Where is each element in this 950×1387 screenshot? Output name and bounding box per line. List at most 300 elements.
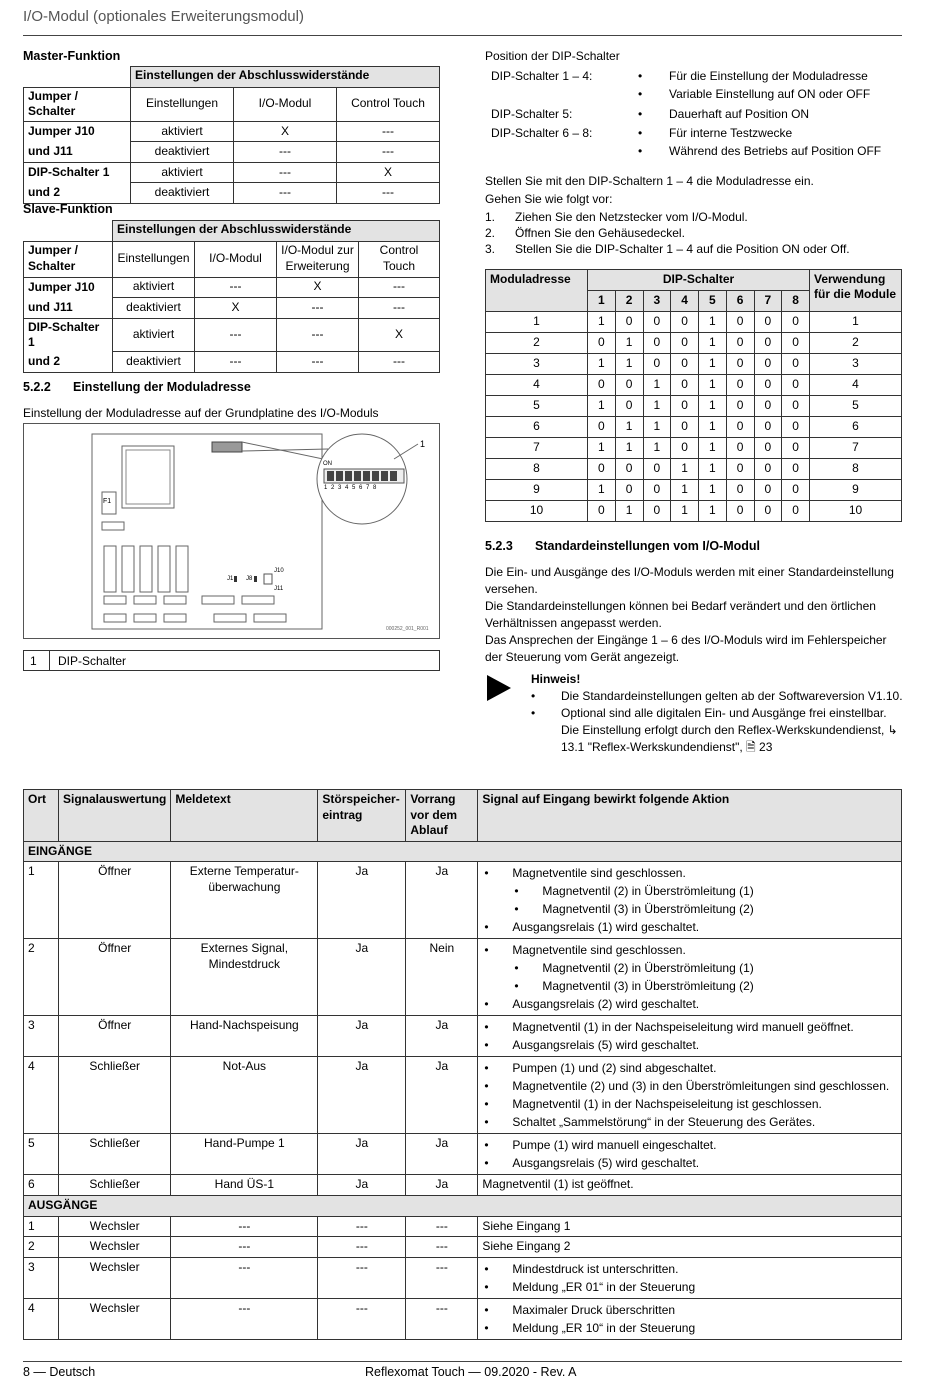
action-item: • Pumpe (1) wird manuell eingeschaltet. — [482, 1136, 897, 1154]
dip-cell: 0 — [615, 375, 643, 396]
dip-row — [486, 333, 902, 354]
inputs-section-label: EINGÄNGE — [24, 841, 902, 862]
dip-cell: 1 — [643, 438, 671, 459]
slave-cell: --- — [195, 318, 277, 352]
signal-cell-action — [478, 1016, 902, 1057]
dip-cell: 0 — [726, 501, 754, 522]
signal-cell-msg: Hand-Nachspeisung — [171, 1016, 318, 1057]
signal-cell-mem: --- — [318, 1237, 406, 1258]
step-text: Stellen Sie die DIP-Schalter 1 – 4 auf die Position ON oder Off. — [515, 242, 850, 256]
action-item: • Magnetventil (3) in Überströmleitung (2) — [482, 977, 897, 995]
signal-cell-eval: Schließer — [59, 1134, 171, 1175]
header-rule — [23, 35, 902, 36]
signal-cell-prio: --- — [406, 1216, 478, 1237]
dip-cell: 0 — [782, 459, 810, 480]
signal-cell-ort: 1 — [24, 1216, 59, 1237]
dip-cell: 0 — [754, 375, 782, 396]
slave-cell: deaktiviert — [113, 298, 195, 319]
signal-cell-eval: Öffner — [59, 1016, 171, 1057]
master-table — [23, 66, 440, 204]
section-523-number: 5.2.3 — [485, 539, 513, 553]
dip-row — [486, 354, 902, 375]
signal-cell-prio: Ja — [406, 1134, 478, 1175]
slave-col-header: Jumper / Schalter — [24, 241, 113, 277]
dip-cell: 0 — [726, 333, 754, 354]
signal-cell-ort: 6 — [24, 1175, 59, 1196]
note-item: • Optional sind alle digitalen Ein- und Ausgänge frei einstellbar. Die Einstellung erfolgt durch den Reflex-Werkskundendienst, ↳ 13.1 "Reflex-Werkskundendienst", 🗎 23 — [531, 706, 898, 754]
dip-cell: 1 — [615, 501, 643, 522]
dip-cell: 0 — [671, 354, 699, 375]
dip-cell: 0 — [782, 396, 810, 417]
signal-cell-prio: --- — [406, 1257, 478, 1298]
master-row-label: und 2 — [24, 183, 131, 204]
position-label: DIP-Schalter 6 – 8: — [491, 126, 593, 140]
signal-cell-prio: --- — [406, 1237, 478, 1258]
dip-cell: 0 — [615, 480, 643, 501]
slave-row-label: und J11 — [24, 298, 113, 319]
master-group-header: Einstellungen der Abschlusswiderstände — [131, 67, 440, 88]
dip-cell: 0 — [588, 375, 616, 396]
signal-cell-eval: Wechsler — [59, 1216, 171, 1237]
master-col-header: Einstellungen — [131, 87, 234, 121]
action-item: • Maximaler Druck überschritten — [482, 1301, 897, 1319]
action-item: • Magnetventile sind geschlossen. — [482, 864, 897, 882]
outputs-section-label: AUSGÄNGE — [24, 1195, 902, 1216]
dip-cell: 0 — [726, 459, 754, 480]
dip-cell: 1 — [699, 375, 727, 396]
action-item: • Ausgangsrelais (2) wird geschaltet. — [482, 995, 897, 1013]
paragraph: Die Ein- und Ausgänge des I/O-Moduls werden mit einer Standardeinstellung versehen. — [485, 565, 894, 596]
paragraph: Das Ansprechen der Eingänge 1 – 6 des I/O-Moduls wird im Fehlerspeicher der Steuerung vom Gerät angezeigt. — [485, 633, 887, 664]
dip-cell: 8 — [810, 459, 902, 480]
signals-col-header: Störspeicher-eintrag — [318, 790, 406, 842]
dip-cell: 0 — [671, 375, 699, 396]
dip-col-address: Moduladresse — [486, 270, 588, 312]
slave-cell: --- — [359, 352, 440, 373]
signal-cell-mem: --- — [318, 1216, 406, 1237]
dip-cell: 0 — [671, 438, 699, 459]
signal-cell-prio: Ja — [406, 1016, 478, 1057]
signal-cell-ort: 4 — [24, 1057, 59, 1134]
step-text: Ziehen Sie den Netzstecker vom I/O-Modul. — [515, 210, 748, 224]
dip-cell: 0 — [782, 354, 810, 375]
dip-cell: 1 — [588, 438, 616, 459]
signal-cell-ort: 3 — [24, 1016, 59, 1057]
dip-cell: 1 — [699, 480, 727, 501]
signal-cell-ort: 5 — [24, 1134, 59, 1175]
signal-cell-eval: Wechsler — [59, 1237, 171, 1258]
position-item: Für interne Testzwecke — [669, 126, 793, 140]
dip-cell: 7 — [486, 438, 588, 459]
note-arrow-icon — [487, 675, 511, 701]
dip-table-body — [486, 312, 902, 522]
master-cell: --- — [234, 183, 337, 204]
signal-row — [24, 1134, 902, 1175]
signals-col-header: Ort — [24, 790, 59, 842]
master-col-header: Control Touch — [337, 87, 440, 121]
master-col-header: Jumper / Schalter — [24, 87, 131, 121]
dip-row — [486, 459, 902, 480]
signal-cell-eval: Wechsler — [59, 1257, 171, 1298]
master-cell: deaktiviert — [131, 142, 234, 163]
slave-cell: --- — [359, 298, 440, 319]
j1-label: J1 — [227, 576, 234, 582]
dip-cell: 0 — [643, 312, 671, 333]
dip-cell: 1 — [615, 417, 643, 438]
slave-col-header: Einstellungen — [113, 241, 195, 277]
signal-cell-action: Siehe Eingang 2 — [478, 1237, 902, 1258]
signal-cell-eval: Schließer — [59, 1175, 171, 1196]
dip-cell: 0 — [615, 396, 643, 417]
dip-cell: 8 — [486, 459, 588, 480]
dip-switch-number: 4 — [671, 291, 699, 312]
action-item: • Schaltet „Sammelstörung“ in der Steuerung des Gerätes. — [482, 1113, 897, 1131]
dip-cell: 6 — [810, 417, 902, 438]
dip-cell: 1 — [699, 501, 727, 522]
slave-cell: X — [359, 318, 440, 352]
master-cell: --- — [337, 183, 440, 204]
fuse-label: F1 — [103, 498, 112, 505]
slave-col-header: I/O-Modul — [195, 241, 277, 277]
dip-cell: 1 — [810, 312, 902, 333]
dip-switch-number: 2 — [615, 291, 643, 312]
dip-cell: 0 — [615, 312, 643, 333]
dip-switch-number: 6 — [726, 291, 754, 312]
slave-row-label: Jumper J10 — [24, 277, 113, 298]
action-item: • Magnetventil (1) in der Nachspeiseleitung ist geschlossen. — [482, 1095, 897, 1113]
slave-cell: --- — [277, 352, 359, 373]
dip-number-labels: 1 2 3 4 5 6 7 8 — [324, 485, 378, 491]
signal-cell-msg: Hand-Pumpe 1 — [171, 1134, 318, 1175]
signal-cell-msg: --- — [171, 1257, 318, 1298]
dip-cell: 0 — [754, 354, 782, 375]
dip-row — [486, 438, 902, 459]
dip-row — [486, 480, 902, 501]
dip-cell: 1 — [588, 312, 616, 333]
j10-label: J10 — [274, 568, 284, 574]
dip-cell: 0 — [754, 333, 782, 354]
signal-cell-msg: --- — [171, 1298, 318, 1339]
signal-cell-action: Magnetventil (1) ist geöffnet. — [478, 1175, 902, 1196]
dip-address-table — [485, 269, 902, 522]
dip-cell: 3 — [810, 354, 902, 375]
dip-cell: 0 — [754, 417, 782, 438]
signals-col-header: Meldetext — [171, 790, 318, 842]
action-item: • Magnetventil (2) in Überströmleitung (1) — [482, 959, 897, 977]
note-title: Hinweis! — [531, 672, 581, 686]
signal-row — [24, 1175, 902, 1196]
position-item: Variable Einstellung auf ON oder OFF — [669, 87, 871, 101]
dip-cell: 1 — [643, 375, 671, 396]
signal-cell-mem: Ja — [318, 1016, 406, 1057]
signal-cell-mem: --- — [318, 1298, 406, 1339]
footer-page: 8 — Deutsch — [23, 1365, 96, 1379]
dip-cell: 5 — [810, 396, 902, 417]
slave-cell: --- — [277, 298, 359, 319]
dip-cell: 0 — [782, 333, 810, 354]
master-cell: X — [234, 121, 337, 142]
dip-cell: 0 — [643, 480, 671, 501]
signal-cell-msg: Hand ÜS-1 — [171, 1175, 318, 1196]
signal-cell-mem: Ja — [318, 1134, 406, 1175]
signal-row — [24, 1216, 902, 1237]
paragraph: Die Standardeinstellungen können bei Bedarf verändert und den örtlichen Verhältnissen angepasst werden. — [485, 599, 876, 630]
dip-cell: 0 — [754, 438, 782, 459]
slave-cell: --- — [277, 318, 359, 352]
figure-callout: 1 — [420, 439, 426, 449]
dip-col-switches: DIP-Schalter — [588, 270, 810, 291]
signal-cell-prio: Ja — [406, 862, 478, 939]
circuit-board-figure — [23, 423, 440, 639]
dip-cell: 10 — [486, 501, 588, 522]
action-item: • Magnetventil (2) in Überströmleitung (1) — [482, 882, 897, 900]
dip-cell: 0 — [643, 333, 671, 354]
dip-cell: 0 — [671, 312, 699, 333]
dip-cell: 1 — [671, 480, 699, 501]
dip-cell: 7 — [810, 438, 902, 459]
dip-cell: 0 — [726, 396, 754, 417]
dip-switch-number: 8 — [782, 291, 810, 312]
slave-cell: --- — [359, 277, 440, 298]
position-item: Während des Betriebs auf Position OFF — [669, 144, 882, 158]
dip-cell: 0 — [754, 501, 782, 522]
action-item: • Pumpen (1) und (2) sind abgeschaltet. — [482, 1059, 897, 1077]
dip-switch-number: 7 — [754, 291, 782, 312]
action-item: • Ausgangsrelais (5) wird geschaltet. — [482, 1036, 897, 1054]
step-number: 1. — [485, 210, 496, 224]
slave-row-label: DIP-Schalter 1 — [24, 318, 113, 352]
signal-cell-prio: Ja — [406, 1057, 478, 1134]
dip-cell: 0 — [726, 480, 754, 501]
action-item: • Magnetventil (1) in der Nachspeiseleitung wird manuell geöffnet. — [482, 1018, 897, 1036]
positions-heading: Position der DIP-Schalter — [485, 49, 620, 63]
slave-cell: --- — [195, 277, 277, 298]
dip-cell: 1 — [643, 417, 671, 438]
position-item: Für die Einstellung der Moduladresse — [669, 69, 868, 83]
signal-cell-msg: --- — [171, 1237, 318, 1258]
signal-cell-msg: Externes Signal, Mindestdruck — [171, 939, 318, 1016]
dip-cell: 1 — [699, 354, 727, 375]
dip-cell: 0 — [782, 480, 810, 501]
dip-cell: 0 — [588, 417, 616, 438]
note-item: • Die Standardeinstellungen gelten ab der Softwareversion V1.10. — [531, 689, 903, 703]
dip-cell: 0 — [726, 312, 754, 333]
signals-table — [23, 789, 902, 1340]
master-row-label: und J11 — [24, 142, 131, 163]
dip-cell: 0 — [782, 501, 810, 522]
master-col-header: I/O-Modul — [234, 87, 337, 121]
master-cell: deaktiviert — [131, 183, 234, 204]
figure-caption: Einstellung der Moduladresse auf der Grundplatine des I/O-Moduls — [23, 406, 379, 420]
dip-cell: 0 — [754, 396, 782, 417]
dip-cell: 1 — [671, 459, 699, 480]
dip-cell: 9 — [810, 480, 902, 501]
dip-row — [486, 396, 902, 417]
dip-row — [486, 375, 902, 396]
slave-group-header: Einstellungen der Abschlusswiderstände — [113, 221, 440, 242]
dip-cell: 0 — [726, 417, 754, 438]
master-row-label: Jumper J10 — [24, 121, 131, 142]
page-header-title: I/O-Modul (optionales Erweiterungsmodul) — [23, 8, 304, 25]
dip-cell: 0 — [726, 375, 754, 396]
dip-cell: 2 — [810, 333, 902, 354]
dip-cell: 1 — [699, 417, 727, 438]
dip-cell: 1 — [699, 396, 727, 417]
dip-cell: 1 — [588, 480, 616, 501]
j11-label: J11 — [274, 586, 284, 592]
footer-rule — [23, 1361, 902, 1362]
master-heading: Master-Funktion — [23, 49, 121, 63]
dip-cell: 0 — [726, 438, 754, 459]
dip-cell: 1 — [699, 459, 727, 480]
dip-cell: 0 — [671, 333, 699, 354]
dip-row — [486, 501, 902, 522]
position-label: DIP-Schalter 5: — [491, 107, 573, 121]
master-cell: --- — [337, 121, 440, 142]
action-item: • Meldung „ER 10“ in der Steuerung — [482, 1319, 897, 1337]
position-item: Dauerhaft auf Position ON — [669, 107, 810, 121]
dip-cell: 1 — [671, 501, 699, 522]
action-item: • Magnetventile (2) und (3) in den Überströmleitungen sind geschlossen. — [482, 1077, 897, 1095]
dip-cell: 0 — [671, 396, 699, 417]
dip-cell: 10 — [810, 501, 902, 522]
dip-cell: 1 — [588, 396, 616, 417]
dip-cell: 0 — [754, 459, 782, 480]
dip-cell: 2 — [486, 333, 588, 354]
dip-row — [486, 312, 902, 333]
signal-row — [24, 1237, 902, 1258]
dip-cell: 1 — [588, 354, 616, 375]
slave-table — [23, 220, 440, 373]
signal-row — [24, 1016, 902, 1057]
action-item: • Magnetventile sind geschlossen. — [482, 941, 897, 959]
signal-cell-mem: Ja — [318, 1057, 406, 1134]
signal-cell-ort: 2 — [24, 939, 59, 1016]
legend-text: DIP-Schalter — [58, 654, 127, 668]
signal-cell-eval: Öffner — [59, 939, 171, 1016]
slave-row-label: und 2 — [24, 352, 113, 373]
step-number: 2. — [485, 226, 496, 240]
signal-cell-eval: Wechsler — [59, 1298, 171, 1339]
signal-cell-ort: 3 — [24, 1257, 59, 1298]
master-cell: --- — [234, 162, 337, 183]
note-list — [531, 688, 903, 756]
signal-cell-prio: Nein — [406, 939, 478, 1016]
dip-switch-number: 5 — [699, 291, 727, 312]
master-cell: --- — [234, 142, 337, 163]
dip-cell: 4 — [810, 375, 902, 396]
signal-cell-ort: 4 — [24, 1298, 59, 1339]
signal-cell-msg: Externe Temperatur-überwachung — [171, 862, 318, 939]
dip-cell: 0 — [754, 312, 782, 333]
dip-cell: 1 — [699, 312, 727, 333]
signal-cell-mem: Ja — [318, 939, 406, 1016]
signal-cell-msg: --- — [171, 1216, 318, 1237]
action-item: • Magnetventil (3) in Überströmleitung (2) — [482, 900, 897, 918]
slave-cell: deaktiviert — [113, 352, 195, 373]
action-item: • Meldung „ER 01“ in der Steuerung — [482, 1278, 897, 1296]
signal-cell-action — [478, 1298, 902, 1339]
signals-col-header: Signalauswertung — [59, 790, 171, 842]
dip-cell: 1 — [486, 312, 588, 333]
position-label: DIP-Schalter 1 – 4: — [491, 69, 593, 83]
signal-row — [24, 1057, 902, 1134]
legend-number: 1 — [30, 654, 37, 668]
j8-label: J8 — [246, 576, 253, 582]
signal-cell-eval: Schließer — [59, 1057, 171, 1134]
dip-switch-number: 1 — [588, 291, 616, 312]
figure-legend — [23, 650, 440, 671]
dip-cell: 0 — [588, 459, 616, 480]
dip-cell: 1 — [643, 396, 671, 417]
instructions-intro: Stellen Sie mit den DIP-Schaltern 1 – 4 die Moduladresse ein. — [485, 174, 814, 188]
dip-cell: 0 — [643, 459, 671, 480]
signal-row — [24, 939, 902, 1016]
master-row-label: DIP-Schalter 1 — [24, 162, 131, 183]
action-item: • Mindestdruck ist unterschritten. — [482, 1260, 897, 1278]
master-cell: --- — [337, 142, 440, 163]
dip-col-use: Verwendung für die Module — [810, 270, 902, 312]
dip-cell: 0 — [782, 417, 810, 438]
section-523-title: Standardeinstellungen vom I/O-Modul — [535, 539, 761, 553]
dip-cell: 0 — [588, 333, 616, 354]
signal-row — [24, 1257, 902, 1298]
section-522-number: 5.2.2 — [23, 380, 51, 394]
signals-col-header: Signal auf Eingang bewirkt folgende Aktion — [478, 790, 902, 842]
step-text: Öffnen Sie den Gehäusedeckel. — [515, 226, 685, 240]
signal-cell-action — [478, 1257, 902, 1298]
signal-cell-msg: Not-Aus — [171, 1057, 318, 1134]
dip-cell: 0 — [615, 459, 643, 480]
footer-doc: Reflexomat Touch — 09.2020 - Rev. A — [365, 1365, 577, 1379]
master-cell: aktiviert — [131, 121, 234, 142]
signal-cell-action — [478, 1057, 902, 1134]
dip-cell: 0 — [782, 312, 810, 333]
slave-cell: --- — [195, 352, 277, 373]
signal-row — [24, 862, 902, 939]
slave-col-header: I/O-Modul zur Erweiterung — [277, 241, 359, 277]
signals-inputs — [24, 841, 902, 1195]
signal-cell-prio: --- — [406, 1298, 478, 1339]
slave-col-header: Control Touch — [359, 241, 440, 277]
board-drawing — [24, 424, 439, 638]
dip-cell: 0 — [588, 501, 616, 522]
signal-cell-eval: Öffner — [59, 862, 171, 939]
master-cell: aktiviert — [131, 162, 234, 183]
step-number: 3. — [485, 242, 496, 256]
dip-cell: 6 — [486, 417, 588, 438]
dip-cell: 0 — [726, 354, 754, 375]
figure-code: 000252_001_R001 — [386, 626, 429, 632]
signals-col-header: Vorrang vor dem Ablauf — [406, 790, 478, 842]
section-522-title: Einstellung der Moduladresse — [73, 380, 251, 394]
dip-cell: 9 — [486, 480, 588, 501]
signal-cell-prio: Ja — [406, 1175, 478, 1196]
dip-cell: 0 — [643, 354, 671, 375]
signal-cell-action — [478, 939, 902, 1016]
slave-cell: X — [277, 277, 359, 298]
slave-heading: Slave-Funktion — [23, 202, 113, 216]
signal-cell-mem: --- — [318, 1257, 406, 1298]
dip-cell: 0 — [782, 375, 810, 396]
signal-cell-ort: 2 — [24, 1237, 59, 1258]
dip-cell: 4 — [486, 375, 588, 396]
dip-cell: 0 — [643, 501, 671, 522]
dip-row — [486, 417, 902, 438]
signal-cell-mem: Ja — [318, 862, 406, 939]
dip-cell: 1 — [699, 333, 727, 354]
action-item: • Ausgangsrelais (1) wird geschaltet. — [482, 918, 897, 936]
